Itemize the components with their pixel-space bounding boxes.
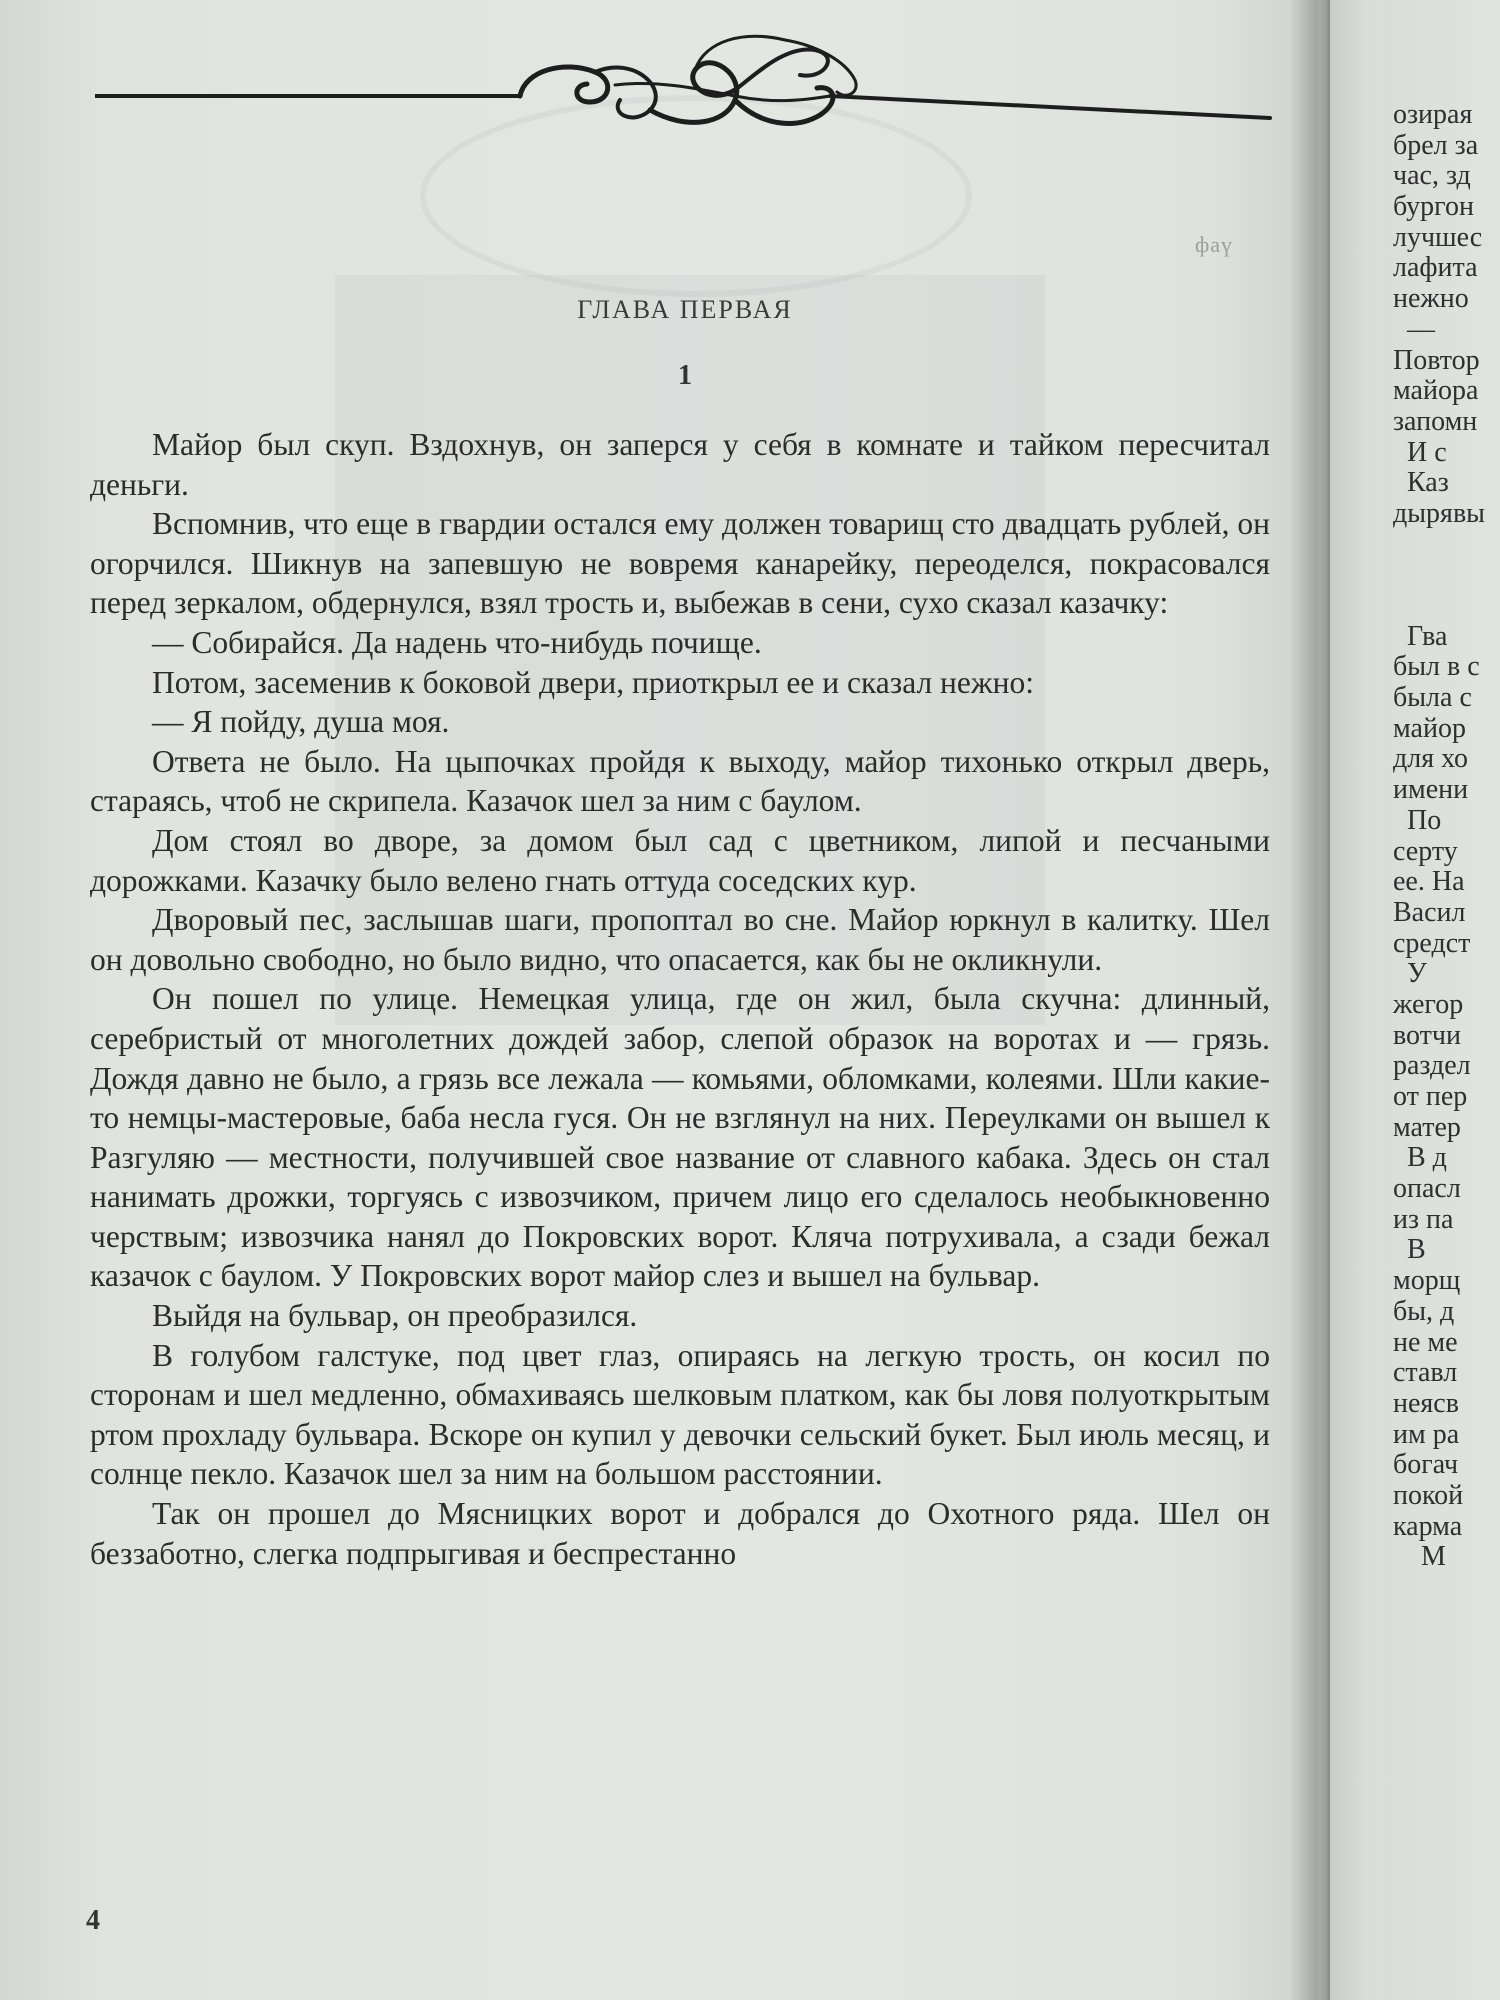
- right-page-line: —: [1393, 313, 1435, 345]
- right-page-line: раздел: [1393, 1050, 1471, 1082]
- right-page-line: озирая: [1393, 99, 1473, 130]
- right-page-line: от пер: [1393, 1081, 1468, 1112]
- chapter-title: ГЛАВА ПЕРВАЯ: [577, 295, 793, 324]
- right-page-line: был в с: [1393, 651, 1480, 683]
- right-page-line: [1393, 530, 1500, 561]
- paragraph: Выйдя на бульвар, он преобразился.: [152, 1298, 638, 1334]
- right-page-line: лучшес: [1393, 221, 1483, 253]
- right-page-line: лафита: [1393, 252, 1478, 284]
- right-page-line: И с: [1393, 436, 1447, 468]
- right-page-line: В: [1393, 1234, 1426, 1266]
- paragraph: Майор был скуп. Вздохнув, он заперся у себя в комнате и тайком пересчитал деньги.: [90, 427, 1270, 502]
- right-page-line: Повтор: [1393, 344, 1480, 376]
- right-page-line: опасл: [1393, 1173, 1461, 1205]
- right-page-line: им ра: [1393, 1418, 1460, 1450]
- right-page-line: брел за: [1393, 129, 1479, 161]
- paragraph: Потом, засеменив к боковой двери, приоткрыл ее и сказал нежно:: [152, 664, 1035, 700]
- paragraph: Ответа не было. На цыпочках пройдя к выходу, майор тихонько открыл дверь, стараясь, чтоб не скрипела. Казачок шел за ним с баулом.: [90, 743, 1270, 819]
- body-text: [90, 425, 1270, 1573]
- right-page-line: богач: [1393, 1449, 1459, 1481]
- right-page-line: из па: [1393, 1203, 1454, 1235]
- right-page-line: Гва: [1393, 620, 1448, 652]
- right-page-line: запомн: [1393, 405, 1478, 437]
- right-page-line: Каз: [1393, 467, 1449, 499]
- paragraph: В голубом галстуке, под цвет глаз, опираясь на легкую трость, он косил по сторонам и шел медленно, обмахиваясь шелковым платком, как бы ловя полуоткрытым ртом прохладу бульвара. Вскоре он купил у девочки сельский букет. Был июль месяц, и солнце пекло. Казачок шел за ним на большом расстоянии.: [90, 1337, 1270, 1492]
- right-page-line: средст: [1393, 927, 1471, 959]
- right-page-line: имени: [1393, 774, 1469, 806]
- right-page-line: бы, д: [1393, 1295, 1455, 1327]
- right-page-line: М: [1393, 1541, 1446, 1573]
- paragraph: Вспомнив, что еще в гвардии остался ему должен товарищ сто двадцать рублей, он огорчился. Шикнув на запевшую не вовремя канарейку, переоделся, покрасовался перед зеркалом, обдернулся, взял трость и, выбежав в сени, сухо сказал казачку:: [90, 506, 1270, 621]
- paragraph: Дворовый пес, заслышав шаги, пропоптал во сне. Майор юркнул в калитку. Шел он довольно свободно, но было видно, что опасается, как бы не окликнули.: [90, 902, 1270, 977]
- right-page-line: ее. На: [1393, 866, 1465, 898]
- right-page-line: майора: [1393, 375, 1479, 407]
- section-number: 1: [678, 360, 692, 391]
- right-page-line: ставл: [1393, 1357, 1458, 1389]
- right-page-line: Васил: [1393, 896, 1466, 928]
- right-page-line: не ме: [1393, 1326, 1458, 1358]
- right-page-line: была с: [1393, 682, 1472, 714]
- right-page-line: жегор: [1393, 988, 1464, 1020]
- paragraph: Дом стоял во дворе, за домом был сад с цветником, липой и песчаными дорожками. Казачку было велено гнать оттуда соседских кур.: [90, 822, 1270, 898]
- page-number: 4: [86, 1905, 100, 1936]
- right-page-line: [1393, 591, 1500, 622]
- right-page-line: покой: [1393, 1479, 1464, 1511]
- right-page-line: неясв: [1393, 1387, 1459, 1419]
- right-page-line: вотчи: [1393, 1019, 1461, 1051]
- right-page-line: для хо: [1393, 743, 1469, 775]
- paragraph: — Я пойду, душа моя.: [152, 704, 450, 740]
- right-page-text-fragments: [1393, 100, 1500, 1573]
- right-page-line: нежно: [1393, 283, 1469, 315]
- paragraph: Так он прошел до Мясницких ворот и добрался до Охотного ряда. Шел он беззаботно, слегка подпрыгивая и беспрестанно: [90, 1496, 1270, 1571]
- paragraph: — Собирайся. Да надень что-нибудь почище.: [152, 624, 762, 660]
- right-page-line: У: [1393, 958, 1427, 990]
- right-page-line: майор: [1393, 712, 1466, 744]
- right-page-line: В д: [1393, 1142, 1447, 1174]
- right-page-line: час, зд: [1393, 160, 1471, 192]
- right-page-line: морщ: [1393, 1265, 1461, 1297]
- right-page-line: карма: [1393, 1510, 1463, 1542]
- right-page-line: бургон: [1393, 191, 1474, 223]
- right-page-line: матер: [1393, 1111, 1461, 1143]
- show-through-mark: фаү: [1195, 232, 1234, 257]
- right-page-line: [1393, 560, 1500, 591]
- right-page-line: серту: [1393, 835, 1458, 867]
- ornamental-header-rule: [95, 30, 1275, 140]
- paragraph: Он пошел по улице. Немецкая улица, где он жил, была скучна: длинный, серебристый от многолетних дождей забор, слепой образок на воротах и — грязь. Дождя давно не было, а грязь все лежала — комьями, обломками, колеями. Шли какие-то немцы-мастеровые, баба несла гуся. Он не взглянул на них. Переулками он вышел к Разгуляю — местности, получившей свое название от славного кабака. Здесь он стал нанимать дрожки, торгуясь с извозчиком, причем лицо его сделалось необыкновенно черствым; извозчика нанял до Покровских ворот. Кляча потрухивала, а сзади бежал казачок с баулом. У Покровских ворот майор слез и вышел на бульвар.: [90, 981, 1270, 1294]
- right-page-line: По: [1393, 804, 1442, 836]
- right-page-line: дырявы: [1393, 497, 1485, 529]
